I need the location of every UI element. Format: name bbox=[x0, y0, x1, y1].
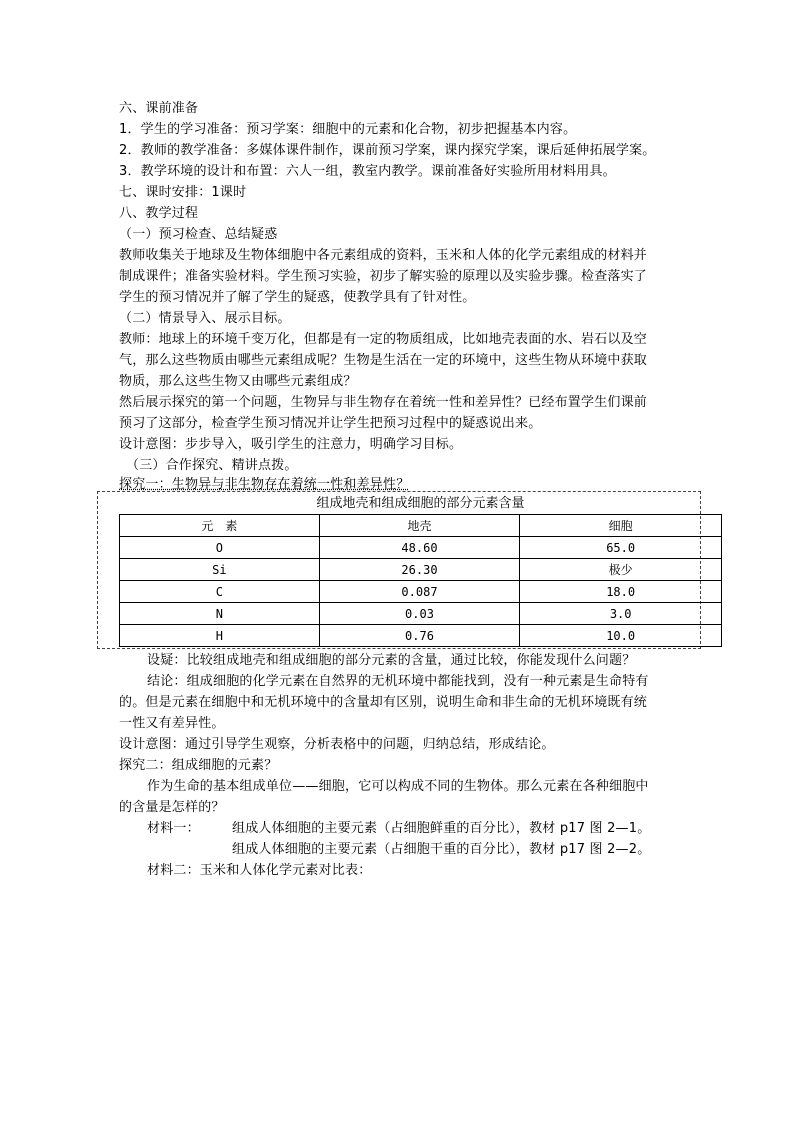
table-cell-crust: 48.60 bbox=[319, 537, 520, 559]
part1-para-2: 制成课件；准备实验材料。学生预习实验，初步了解实验的原理以及实验步骤。检查落实了 bbox=[119, 269, 648, 284]
part2-para-1: 教师：地球上的环境千变万化，但都是有一定的物质组成，比如地壳表面的水、岩石以及空 bbox=[119, 332, 648, 347]
table-cell-crust: 0.76 bbox=[319, 625, 520, 647]
table-cell-cell: 3.0 bbox=[520, 603, 722, 625]
part2-para-5: 预习了这部分，检查学生预习情况并让学生把预习过程中的疑惑说出来。 bbox=[119, 416, 542, 431]
question-prompt: 设疑：比较组成地壳和组成细胞的部分元素的含量，通过比较，你能发现什么问题？ bbox=[147, 653, 636, 668]
table-cell-element: H bbox=[120, 625, 320, 647]
table-header-cell: 细胞 bbox=[520, 515, 722, 537]
conclusion-line-2: 的。但是元素在细胞中和无机环境中的含量却有区别，说明生命和非生命的无机环境既有统 bbox=[119, 695, 648, 710]
table-cell-crust: 0.03 bbox=[319, 603, 520, 625]
table-header-crust: 地壳 bbox=[319, 515, 520, 537]
part2-para-2: 气，那么这些物质由哪些元素组成呢？生物是生活在一定的环境中，这些生物从环境中获取 bbox=[119, 353, 648, 368]
table-cell-cell: 18.0 bbox=[520, 581, 722, 603]
prep-item-2: 2．教师的教学准备：多媒体课件制作，课前预习学案，课内探究学案，课后延伸拓展学案。 bbox=[119, 143, 656, 158]
part3-title: （三）合作探究、精讲点拨。 bbox=[126, 458, 298, 473]
material-1-item-a: 组成人体细胞的主要元素（占细胞鲜重的百分比），教材 p17 图 2—1。 bbox=[232, 821, 651, 836]
part2-para-3: 物质，那么这些生物又由哪些元素组成？ bbox=[119, 374, 357, 389]
material-1-item-b: 组成人体细胞的主要元素（占细胞干重的百分比），教材 p17 图 2—2。 bbox=[232, 842, 651, 857]
conclusion-line-3: 一性又有差异性。 bbox=[119, 716, 225, 731]
design-intent-2: 设计意图：通过引导学生观察，分析表格中的问题，归纳总结，形成结论。 bbox=[119, 737, 555, 752]
table-cell-crust: 0.087 bbox=[319, 581, 520, 603]
part2-para-4: 然后展示探究的第一个问题，生物异与非生物存在着统一性和差异性？已经布置学生们课前 bbox=[119, 395, 648, 410]
material-1-label: 材料一： bbox=[147, 821, 200, 836]
prep-item-3: 3．教学环境的设计和布置：六人一组，教室内教学。课前准备好实验所用材料用具。 bbox=[119, 164, 616, 179]
explore-2-question: 探究二：组成细胞的元素？ bbox=[119, 758, 278, 773]
table-cell-element: C bbox=[120, 581, 320, 603]
table-row bbox=[120, 559, 722, 581]
table-header-element: 元 素 bbox=[120, 515, 320, 537]
table-cell-cell: 65.0 bbox=[520, 537, 722, 559]
table-row bbox=[120, 581, 722, 603]
part1-para-3: 学生的预习情况并了解了学生的疑惑，使教学具有了针对性。 bbox=[119, 290, 476, 305]
part1-para-1: 教师收集关于地球及生物体细胞中各元素组成的资料，玉米和人体的化学元素组成的材料并 bbox=[119, 248, 648, 263]
table-cell-element: Si bbox=[120, 559, 320, 581]
section-heading-prep: 六、课前准备 bbox=[119, 101, 199, 116]
section-heading-schedule: 七、课时安排：1课时 bbox=[119, 185, 247, 200]
table-cell-element: N bbox=[120, 603, 320, 625]
element-content-table bbox=[119, 514, 722, 647]
explore-1-question: 探究一：生物异与非生物存在着统一性和差异性？ bbox=[119, 477, 410, 492]
table-row bbox=[120, 625, 722, 647]
table-row bbox=[120, 603, 722, 625]
part1-title: （一）预习检查、总结疑惑 bbox=[119, 227, 278, 242]
table-header-row bbox=[120, 515, 722, 537]
conclusion-line-1: 结论：组成细胞的化学元素在自然界的无机环境中都能找到，没有一种元素是生命特有 bbox=[147, 674, 649, 689]
table-cell-cell: 10.0 bbox=[520, 625, 722, 647]
material-2: 材料二：玉米和人体化学元素对比表： bbox=[147, 863, 372, 878]
section-heading-process: 八、教学过程 bbox=[119, 206, 199, 221]
part2-design-intent: 设计意图：步步导入，吸引学生的注意力，明确学习目标。 bbox=[119, 437, 463, 452]
table-cell-element: O bbox=[120, 537, 320, 559]
table-cell-cell: 极少 bbox=[520, 559, 722, 581]
prep-item-1: 1．学生的学习准备：预习学案：细胞中的元素和化合物，初步把握基本内容。 bbox=[119, 122, 577, 137]
explore-2-para-2: 的含量是怎样的？ bbox=[119, 800, 225, 815]
table-caption: 组成地壳和组成细胞的部分元素含量 bbox=[316, 496, 525, 511]
explore-2-para-1: 作为生命的基本组成单位——细胞，它可以构成不同的生物体。那么元素在各种细胞中 bbox=[147, 779, 649, 794]
table-row bbox=[120, 537, 722, 559]
part2-title: （二）情景导入、展示目标。 bbox=[119, 311, 291, 326]
table-cell-crust: 26.30 bbox=[319, 559, 520, 581]
